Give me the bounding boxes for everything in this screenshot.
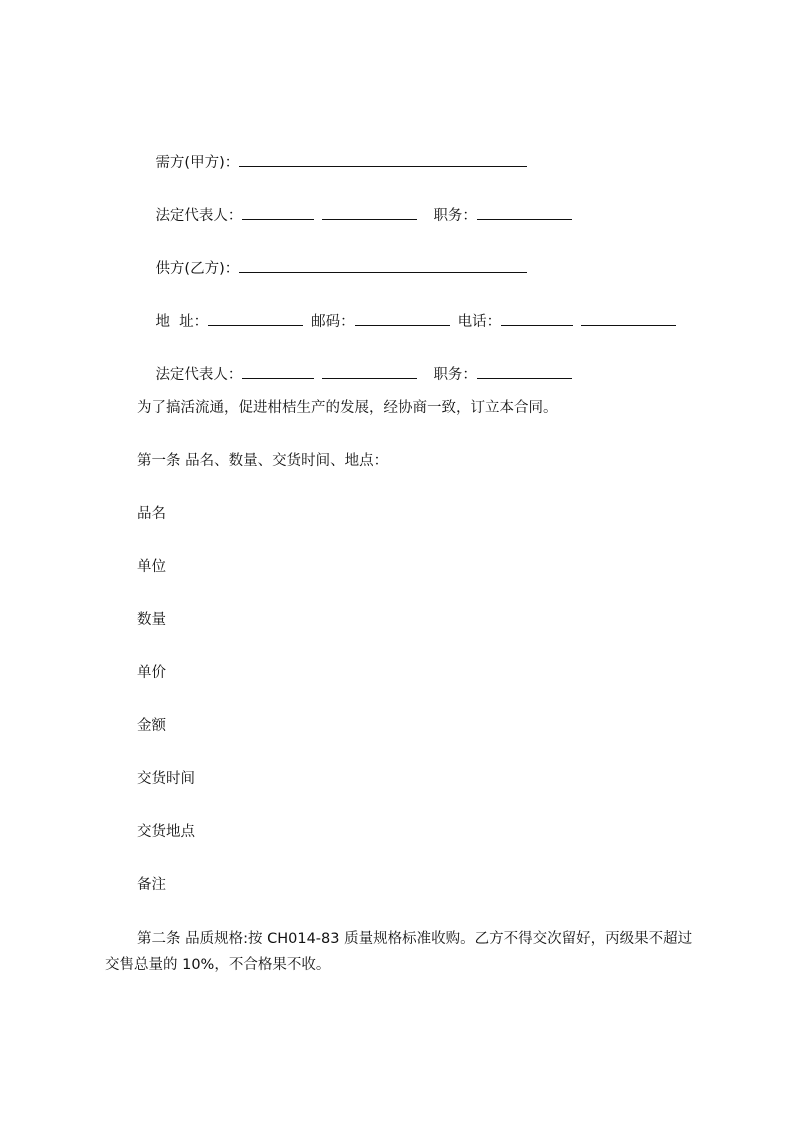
item-unit-price: 单价 (137, 665, 166, 681)
address-blank (208, 311, 303, 326)
seller-label: 供方(乙方)： (155, 261, 240, 277)
rep2-label: 法定代表人： (155, 367, 243, 383)
rep2-title-label: 职务： (433, 367, 477, 383)
phone-blank-b (581, 311, 676, 326)
item-amount: 金额 (137, 718, 166, 734)
rep1-label: 法定代表人： (155, 208, 243, 224)
item-delivery-time: 交货时间 (137, 771, 195, 787)
phone-blank-a (501, 311, 573, 326)
rep1-line (137, 185, 572, 246)
item-delivery-place: 交货地点 (137, 824, 195, 840)
postcode-blank (355, 311, 450, 326)
buyer-line (137, 132, 527, 193)
article1-heading: 第一条 品名、数量、交货时间、地点： (137, 453, 389, 469)
phone-label: 电话： (457, 314, 502, 330)
rep2-title-blank (477, 364, 572, 379)
rep2-line (137, 344, 572, 405)
rep1-blank-b (322, 205, 417, 220)
buyer-blank (239, 152, 527, 167)
intro-paragraph: 为了搞活流通，促进柑桔生产的发展，经协商一致，订立本合同。 (137, 400, 558, 416)
postcode-label: 邮码： (311, 314, 355, 330)
rep1-title-blank (477, 205, 572, 220)
rep2-blank-a (242, 364, 314, 379)
item-remarks: 备注 (137, 877, 166, 893)
address-line (137, 291, 676, 352)
buyer-label: 需方(甲方)： (155, 155, 240, 171)
rep2-blank-b (322, 364, 417, 379)
rep1-blank-a (242, 205, 314, 220)
article2-paragraph: 第二条 品质规格:按 CH014-83 质量规格标准收购。乙方不得交次留好，丙级果不超过交售总量的 10%，不合格果不收。 (105, 931, 693, 973)
item-unit: 单位 (137, 559, 166, 575)
seller-blank (239, 258, 527, 273)
item-quantity: 数量 (137, 612, 166, 628)
rep1-title-label: 职务： (433, 208, 477, 224)
item-name: 品名 (137, 506, 166, 522)
address-label: 地 址： (155, 314, 209, 330)
seller-line (137, 238, 527, 299)
